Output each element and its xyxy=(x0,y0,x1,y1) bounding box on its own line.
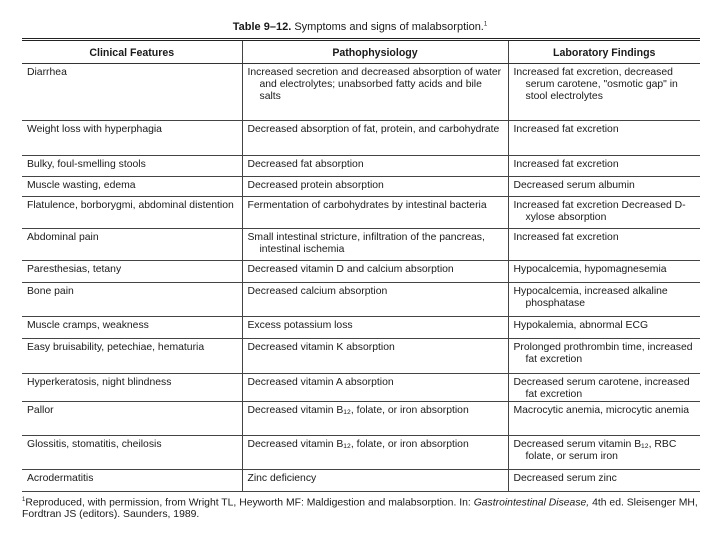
laboratory-findings-cell xyxy=(508,121,700,156)
clinical-feature-cell xyxy=(22,374,242,402)
table-row xyxy=(22,402,700,436)
clinical-feature-cell-text: Easy bruisability, petechiae, hematuria xyxy=(27,342,205,353)
pathophysiology-cell-text: Decreased fat absorption xyxy=(247,159,364,170)
pathophysiology-cell-text: Decreased vitamin B₁₂, folate, or iron absorption xyxy=(247,405,469,416)
footnote-text: Reproduced, with permission, from Wright TL, Heyworth MF: Maldigestion and malabsorption. In: xyxy=(25,497,474,509)
pathophysiology-cell-text: Small intestinal stricture, infiltration of the pancreas, intestinal ischemia xyxy=(247,232,485,255)
laboratory-findings-cell xyxy=(508,177,700,197)
pathophysiology-cell-text: Decreased vitamin A absorption xyxy=(247,377,394,388)
laboratory-findings-cell xyxy=(508,402,700,436)
laboratory-findings-cell xyxy=(508,229,700,261)
laboratory-findings-cell-text: Increased fat excretion Decreased D-xylose absorption xyxy=(513,200,686,223)
laboratory-findings-cell xyxy=(508,374,700,402)
table-row xyxy=(22,436,700,470)
laboratory-findings-cell-text: Macrocytic anemia, microcytic anemia xyxy=(513,405,690,416)
pathophysiology-cell-text: Decreased calcium absorption xyxy=(247,286,388,297)
laboratory-findings-cell xyxy=(508,261,700,283)
pathophysiology-cell xyxy=(242,283,508,317)
table-number: Table 9–12. xyxy=(232,21,292,33)
laboratory-findings-cell-text: Prolonged prothrombin time, increased fat excretion xyxy=(513,342,693,365)
clinical-feature-cell xyxy=(22,121,242,156)
header-row xyxy=(22,40,700,64)
laboratory-findings-cell-text: Decreased serum albumin xyxy=(513,180,635,191)
clinical-feature-cell xyxy=(22,261,242,283)
laboratory-findings-cell xyxy=(508,470,700,492)
pathophysiology-cell xyxy=(242,229,508,261)
table-caption: Symptoms and signs of malabsorption. xyxy=(294,21,484,33)
pathophysiology-cell-text: Excess potassium loss xyxy=(247,320,353,331)
footnote-text-end: 4th ed. Sleisenger MH, Fordtran JS (editors). Saunders, 1989. xyxy=(22,497,698,521)
table-row xyxy=(22,64,700,121)
laboratory-findings-cell-text: Decreased serum vitamin B₁₂, RBC folate, or serum iron xyxy=(513,439,677,462)
laboratory-findings-cell-text: Increased fat excretion xyxy=(513,232,619,243)
clinical-feature-cell-text: Hyperkeratosis, night blindness xyxy=(27,377,172,388)
clinical-feature-cell-text: Abdominal pain xyxy=(27,232,99,243)
table-row xyxy=(22,229,700,261)
clinical-feature-cell xyxy=(22,339,242,374)
pathophysiology-cell xyxy=(242,261,508,283)
pathophysiology-cell-text: Zinc deficiency xyxy=(247,473,317,484)
footnote-mark: 1 xyxy=(483,21,488,28)
clinical-feature-cell xyxy=(22,156,242,177)
pathophysiology-cell-text: Fermentation of carbohydrates by intestinal bacteria xyxy=(247,200,487,211)
clinical-feature-cell-text: Pallor xyxy=(27,405,54,416)
clinical-feature-cell xyxy=(22,283,242,317)
pathophysiology-cell xyxy=(242,436,508,470)
pathophysiology-cell xyxy=(242,339,508,374)
laboratory-findings-cell-text: Increased fat excretion xyxy=(513,159,619,170)
clinical-feature-cell-text: Flatulence, borborygmi, abdominal distention xyxy=(27,200,234,211)
laboratory-findings-cell-text: Hypokalemia, abnormal ECG xyxy=(513,320,649,331)
header-pathophysiology: Pathophysiology xyxy=(242,40,508,64)
header-laboratory-findings: Laboratory Findings xyxy=(508,40,700,64)
clinical-feature-cell xyxy=(22,197,242,229)
laboratory-findings-cell xyxy=(508,317,700,339)
header-clinical-features: Clinical Features xyxy=(22,40,242,64)
pathophysiology-cell-text: Decreased protein absorption xyxy=(247,180,384,191)
laboratory-findings-cell-text: Decreased serum carotene, increased fat excretion xyxy=(513,377,690,400)
clinical-feature-cell xyxy=(22,402,242,436)
pathophysiology-cell xyxy=(242,402,508,436)
clinical-feature-cell-text: Bulky, foul-smelling stools xyxy=(27,159,146,170)
table-row xyxy=(22,374,700,402)
table-row xyxy=(22,339,700,374)
pathophysiology-cell-text: Decreased vitamin D and calcium absorption xyxy=(247,264,454,275)
pathophysiology-cell xyxy=(242,177,508,197)
clinical-feature-cell-text: Paresthesias, tetany xyxy=(27,264,122,275)
footnote-mark: 1 xyxy=(22,497,26,503)
table-row xyxy=(22,156,700,177)
pathophysiology-cell xyxy=(242,197,508,229)
table-row xyxy=(22,317,700,339)
clinical-feature-cell xyxy=(22,470,242,492)
table-row xyxy=(22,121,700,156)
table-row xyxy=(22,261,700,283)
pathophysiology-cell xyxy=(242,374,508,402)
laboratory-findings-cell xyxy=(508,156,700,177)
footnote-book-title: Gastrointestinal Disease, xyxy=(473,497,590,509)
table-row xyxy=(22,283,700,317)
laboratory-findings-cell xyxy=(508,436,700,470)
pathophysiology-cell-text: Decreased vitamin K absorption xyxy=(247,342,395,353)
clinical-feature-cell xyxy=(22,229,242,261)
clinical-feature-cell xyxy=(22,317,242,339)
pathophysiology-cell xyxy=(242,121,508,156)
malabsorption-table xyxy=(22,38,700,492)
laboratory-findings-cell xyxy=(508,197,700,229)
table-title xyxy=(0,21,720,33)
table-row xyxy=(22,197,700,229)
table-row xyxy=(22,470,700,492)
laboratory-findings-cell-text: Increased fat excretion, decreased serum carotene, "osmotic gap" in stool electrolytes xyxy=(513,67,678,102)
laboratory-findings-cell xyxy=(508,64,700,121)
laboratory-findings-cell-text: Increased fat excretion xyxy=(513,124,619,135)
clinical-feature-cell xyxy=(22,436,242,470)
pathophysiology-cell-text: Decreased vitamin B₁₂, folate, or iron absorption xyxy=(247,439,469,450)
clinical-feature-cell xyxy=(22,64,242,121)
clinical-feature-cell-text: Muscle wasting, edema xyxy=(27,180,136,191)
footnote xyxy=(22,494,702,521)
pathophysiology-cell-text: Increased secretion and decreased absorption of water and electrolytes; unabsorbed fatty acids and bile salts xyxy=(247,67,502,102)
pathophysiology-cell-text: Decreased absorption of fat, protein, and carbohydrate xyxy=(247,124,500,135)
clinical-feature-cell-text: Glossitis, stomatitis, cheilosis xyxy=(27,439,162,450)
clinical-feature-cell-text: Diarrhea xyxy=(27,67,67,78)
laboratory-findings-cell-text: Decreased serum zinc xyxy=(513,473,617,484)
pathophysiology-cell xyxy=(242,64,508,121)
clinical-feature-cell-text: Muscle cramps, weakness xyxy=(27,320,149,331)
pathophysiology-cell xyxy=(242,317,508,339)
clinical-feature-cell-text: Weight loss with hyperphagia xyxy=(27,124,162,135)
laboratory-findings-cell-text: Hypocalcemia, hypomagnesemia xyxy=(513,264,667,275)
table-row xyxy=(22,177,700,197)
clinical-feature-cell xyxy=(22,177,242,197)
laboratory-findings-cell xyxy=(508,339,700,374)
laboratory-findings-cell-text: Hypocalcemia, increased alkaline phosphatase xyxy=(513,286,668,309)
clinical-feature-cell-text: Bone pain xyxy=(27,286,74,297)
laboratory-findings-cell xyxy=(508,283,700,317)
clinical-feature-cell-text: Acrodermatitis xyxy=(27,473,94,484)
pathophysiology-cell xyxy=(242,470,508,492)
pathophysiology-cell xyxy=(242,156,508,177)
